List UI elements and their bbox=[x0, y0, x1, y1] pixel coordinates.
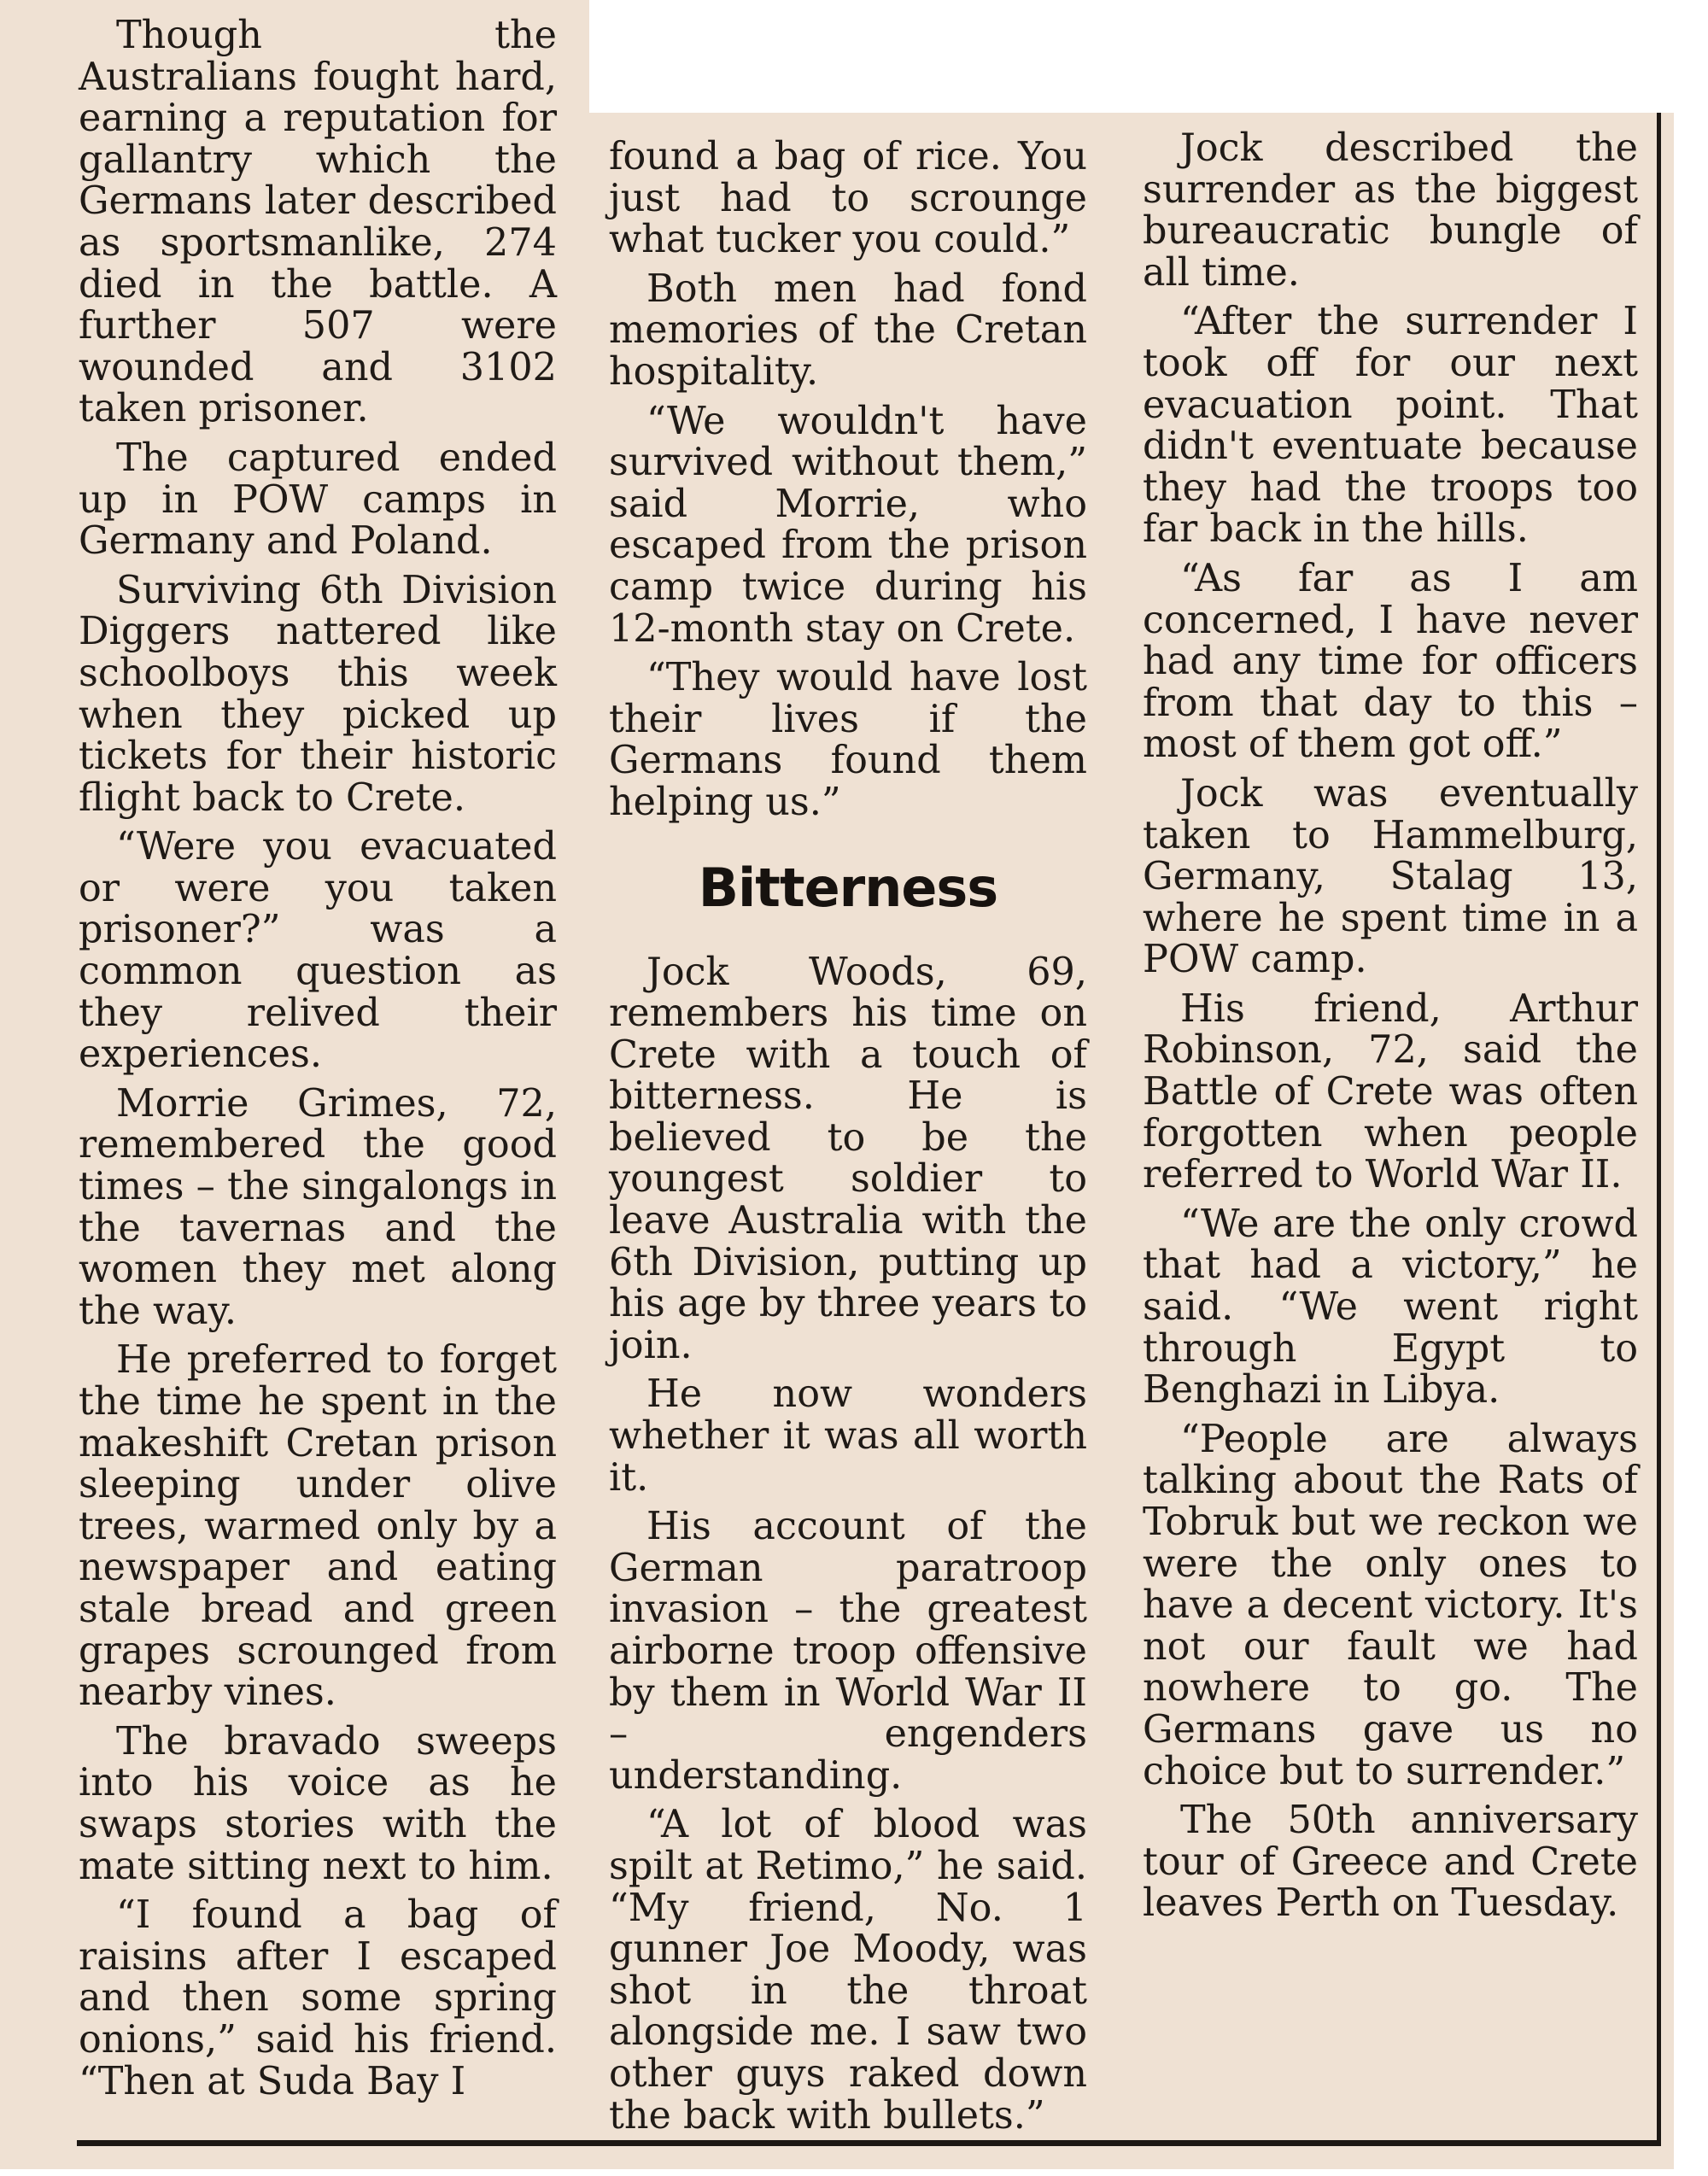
clipping-edge bbox=[1674, 0, 1708, 2176]
paragraph: Surviving 6th Division Diggers nattered like schoolboys this week when they picked up tickets for their historic flight back to Crete. bbox=[79, 568, 557, 820]
paragraph: Though the Australians fought hard, earning a reputation for gallantry which the Germans later described as sportsmanlike, 274 died in the battle. A further 507 were wounded and 3102 taken prisoner. bbox=[79, 14, 557, 431]
paragraph: “They would have lost their lives if the Germans found them helping us.” bbox=[609, 656, 1087, 824]
paragraph: The 50th anniversary tour of Greece and Crete leaves Perth on Tuesday. bbox=[1143, 1799, 1638, 1926]
paragraph: “Were you evacuated or were you taken prisoner?” was a common question as they relived their experiences. bbox=[79, 825, 557, 1077]
clipping-cut-corner bbox=[589, 0, 1708, 113]
paragraph: found a bag of rice. You just had to scrounge what tucker you could.” bbox=[609, 135, 1087, 262]
paragraph: His friend, Arthur Robinson, 72, said the Battle of Crete was often forgotten when people referred to World War II. bbox=[1143, 986, 1638, 1197]
paragraph: “People are always talking about the Rats of Tobruk but we reckon we were the only ones to have a decent victory. It's not our fault we had nowhere to go. The Germans gave us no choice but to surrender.” bbox=[1143, 1417, 1638, 1793]
subheading: Bitterness bbox=[698, 856, 998, 919]
paragraph: Morrie Grimes, 72, remembered the good times – the singalongs in the tavernas and the women they met along the way. bbox=[79, 1081, 557, 1333]
paragraph: Both men had fond memories of the Cretan hospitality. bbox=[609, 266, 1087, 394]
paragraph: He now wonders whether it was all worth it. bbox=[609, 1372, 1087, 1500]
paragraph: “We wouldn't have survived without them,” said Morrie, who escaped from the prison camp twice during his 12-month stay on Crete. bbox=[609, 399, 1087, 651]
paragraph: The captured ended up in POW camps in Germany and Poland. bbox=[79, 436, 557, 564]
article-column-3 bbox=[1143, 128, 1638, 1933]
paragraph: “I found a bag of raisins after I escaped and then some spring onions,” said his friend. “Then at Suda Bay I bbox=[79, 1893, 557, 2103]
article-column-2 bbox=[609, 137, 1087, 2144]
paragraph: Jock described the surrender as the biggest bureaucratic bungle of all time. bbox=[1143, 126, 1638, 295]
paragraph: “After the surrender I took off for our next evacuation point. That didn't eventuate because they had the troops too far back in the hills. bbox=[1143, 300, 1638, 552]
paragraph: The bravado sweeps into his voice as he swaps stories with the mate sitting next to him. bbox=[79, 1719, 557, 1888]
paragraph: Jock was eventually taken to Hammelburg, Germany, Stalag 13, where he spent time in a POW camp. bbox=[1143, 771, 1638, 982]
paragraph: “As far as I am concerned, I have never had any time for officers from that day to this – most of them got off.” bbox=[1143, 556, 1638, 767]
article-column-1 bbox=[79, 15, 557, 2110]
clipping-bottom-edge bbox=[0, 2169, 1708, 2176]
paragraph: His account of the German paratroop invasion – the greatest airborne troop offensive by them in World War II – engenders understanding. bbox=[609, 1505, 1087, 1798]
paragraph: “We are the only crowd that had a victory,” he said. “We went right through Egypt to Benghazi in Libya. bbox=[1143, 1202, 1638, 1413]
paragraph: He preferred to forget the time he spent in the makeshift Cretan prison sleeping under olive trees, warmed only by a newspaper and eating stale bread and green grapes scrounged from nearby vines. bbox=[79, 1338, 557, 1715]
paragraph: Jock Woods, 69, remembers his time on Crete with a touch of bitterness. He is believed to be the youngest soldier to leave Australia with the 6th Division, putting up his age by three years to join. bbox=[609, 950, 1087, 1367]
column-rule-right bbox=[1657, 113, 1661, 2145]
paragraph: “A lot of blood was spilt at Retimo,” he said. “My friend, No. 1 gunner Joe Moody, was shot in the throat alongside me. I saw two other guys raked down the back with bullets.” bbox=[609, 1803, 1087, 2138]
